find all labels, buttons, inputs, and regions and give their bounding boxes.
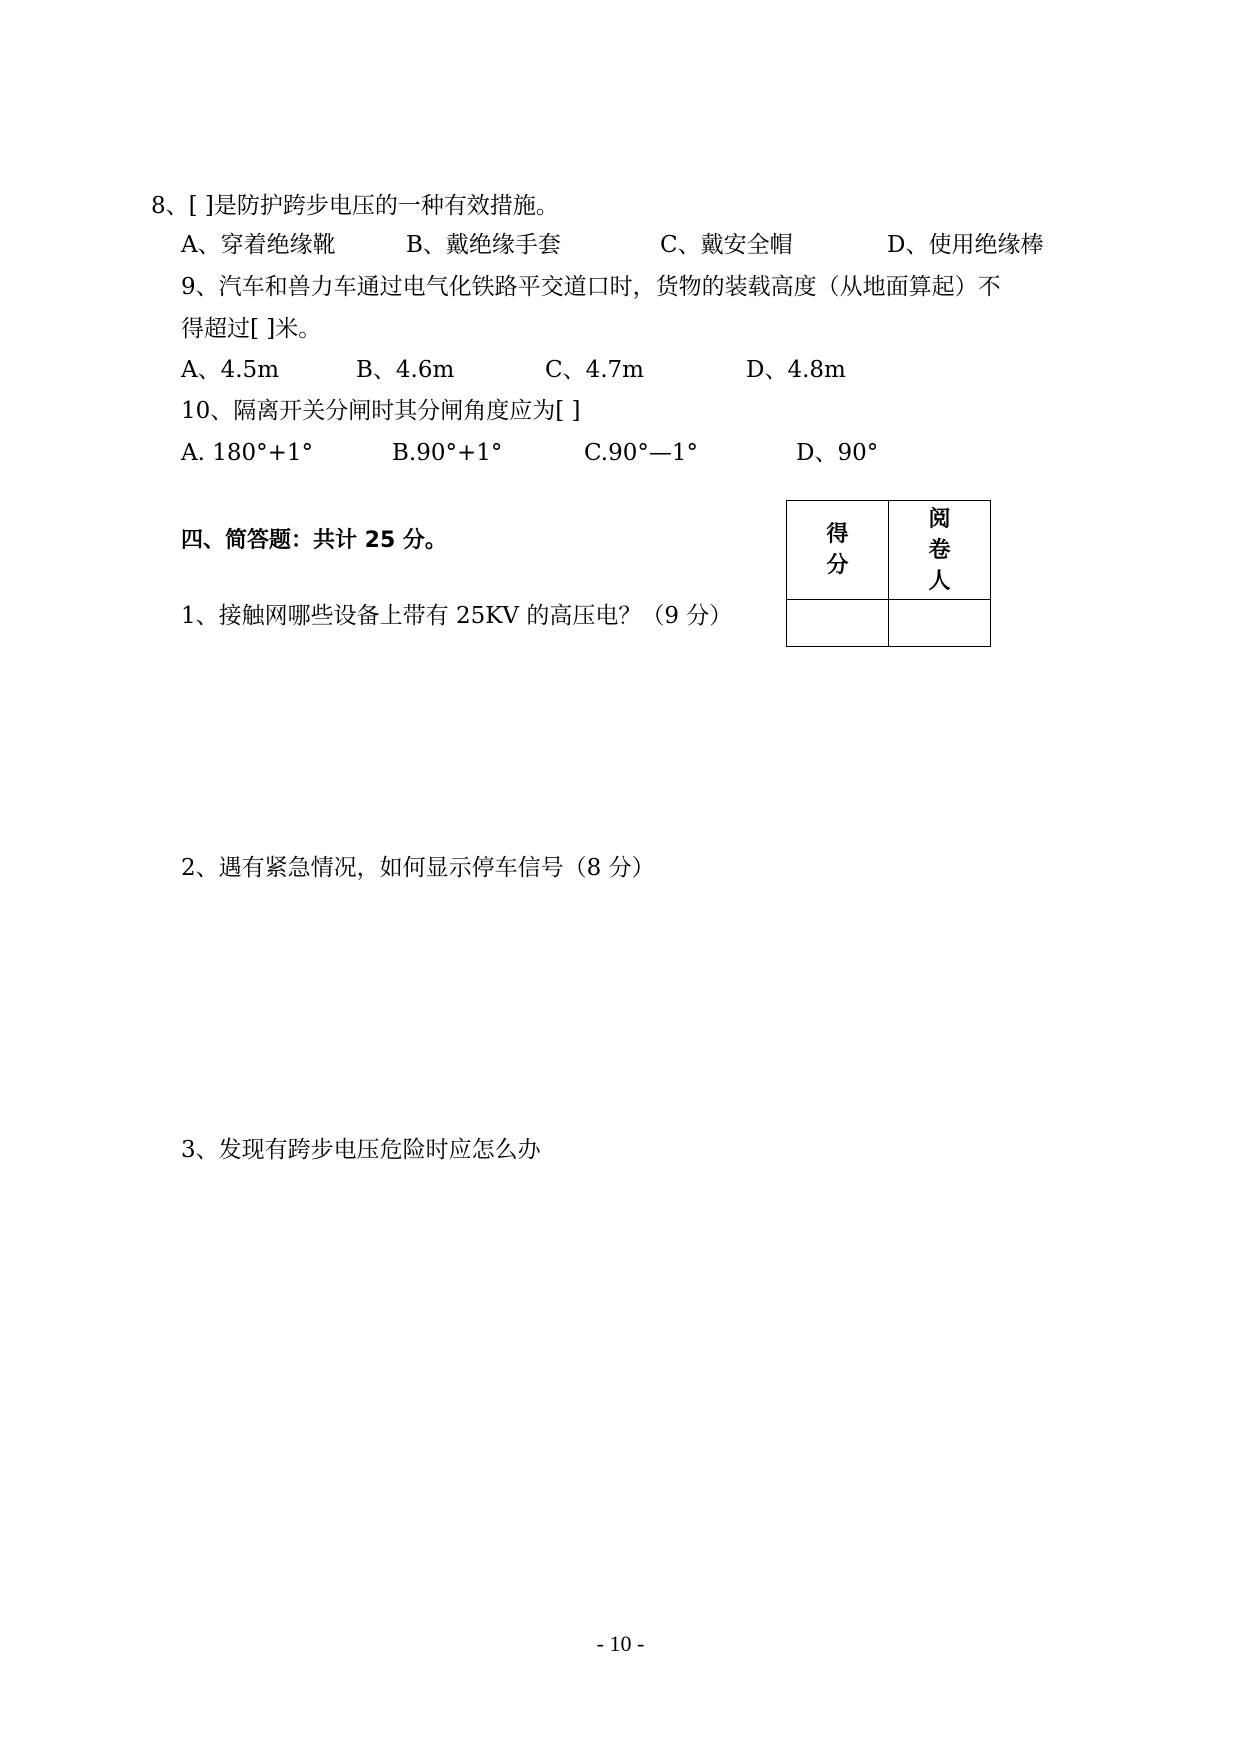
- short-answer-1: 1、接触网哪些设备上带有 25KV 的高压电？（9 分）: [181, 603, 733, 629]
- question-10-stem: 10、隔离开关分闸时其分闸角度应为[ ]: [181, 398, 581, 424]
- question-10-option-d: D、90°: [796, 440, 879, 466]
- question-8-option-d: D、使用绝缘棒: [887, 232, 1044, 258]
- short-answer-2: 2、遇有紧急情况，如何显示停车信号（8 分）: [181, 855, 655, 881]
- grader-header-char: 卷: [928, 537, 951, 563]
- grader-entry-cell[interactable]: [889, 600, 991, 647]
- page-number: - 10 -: [596, 1631, 645, 1656]
- section-title: 四、简答题：共计 25 分。: [181, 528, 447, 553]
- score-table: [786, 500, 991, 647]
- question-10-option-a: A. 180°+1°: [181, 440, 314, 466]
- short-answer-3: 3、发现有跨步电压危险时应怎么办: [181, 1137, 541, 1163]
- grader-header-char: 阅: [928, 506, 951, 532]
- question-8-option-b: B、戴绝缘手套: [406, 232, 561, 258]
- score-entry-cell[interactable]: [787, 600, 889, 647]
- question-10-option-c: C.90°—1°: [584, 440, 698, 466]
- grader-header-cell: [889, 501, 991, 600]
- question-8-option-a: A、穿着绝缘靴: [181, 232, 336, 258]
- question-9-stem-line-1: 9、汽车和兽力车通过电气化铁路平交道口时，货物的装载高度（从地面算起）不: [181, 274, 1001, 300]
- question-9-option-b: B、4.6m: [356, 357, 455, 383]
- question-9-option-d: D、4.8m: [746, 357, 846, 383]
- question-9-option-a: A、4.5m: [181, 357, 279, 383]
- question-9-stem-line-2: 得超过[ ]米。: [181, 316, 322, 342]
- grader-header-char: 人: [928, 568, 951, 594]
- question-8-stem: 8、[ ]是防护跨步电压的一种有效措施。: [151, 193, 559, 219]
- score-header-char: 得: [826, 522, 849, 547]
- score-header-char: 分: [826, 553, 849, 578]
- score-header-cell: [787, 501, 889, 600]
- question-10-option-b: B.90°+1°: [392, 440, 503, 466]
- question-9-option-c: C、4.7m: [545, 357, 644, 383]
- question-8-option-c: C、戴安全帽: [660, 232, 793, 258]
